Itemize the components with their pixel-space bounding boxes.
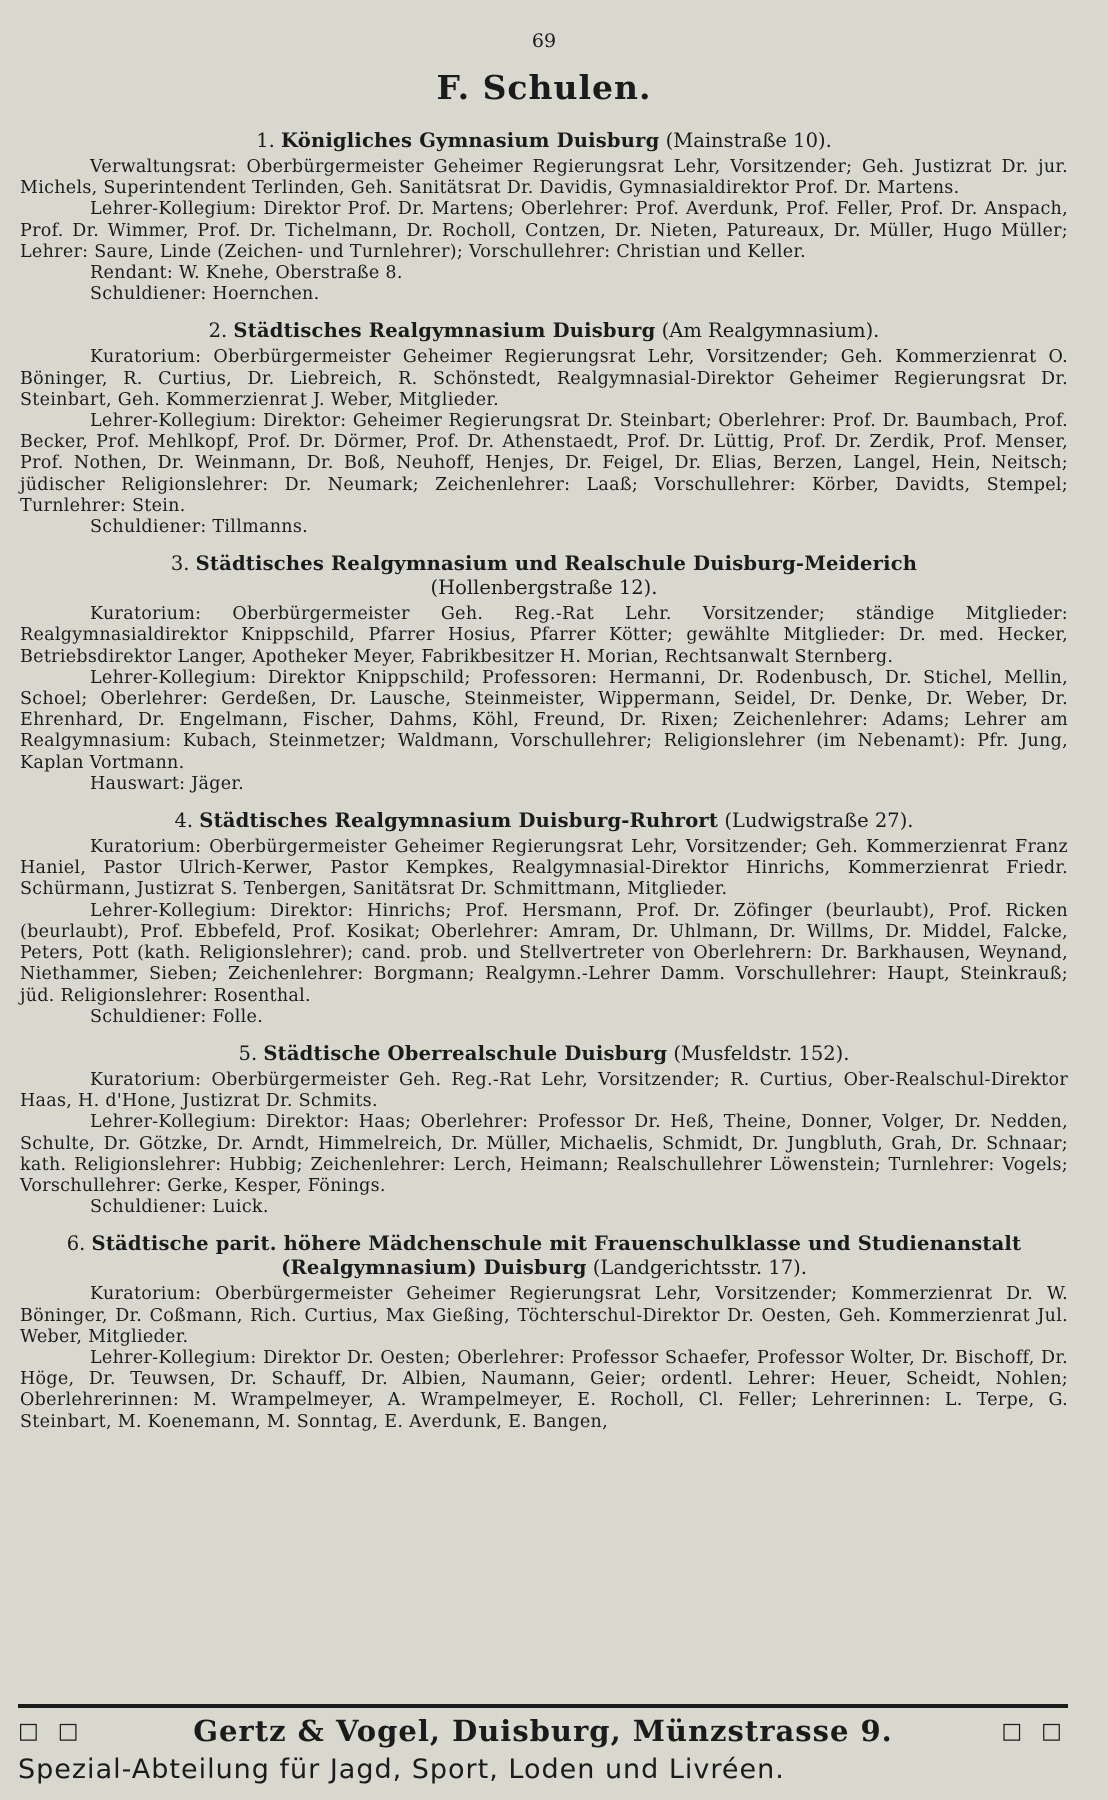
ad-box-icons-right: □ □ bbox=[1001, 1718, 1068, 1744]
school-address: (Musfeldstr. 152). bbox=[673, 1041, 850, 1065]
school-entry-4 bbox=[20, 809, 1068, 1028]
school-entry-3 bbox=[20, 552, 1068, 795]
school-number: 2. bbox=[208, 319, 228, 343]
school-number: 5. bbox=[238, 1041, 258, 1065]
school-number: 1. bbox=[256, 129, 275, 152]
school-name: Städtisches Realgymnasium Duisburg-Ruhrort bbox=[199, 809, 719, 833]
ad-company-line: Gertz & Vogel, Duisburg, Münzstrasse 9. bbox=[193, 1714, 893, 1748]
school-entry-2 bbox=[20, 319, 1068, 538]
school-paragraph: Kuratorium: Oberbürgermeister Geheimer Regierungsrat Lehr, Vorsitzender; Kommerzienrat Dr. W. Böninger, Dr. Coßmann, Rich. Curtius, Max Gießing, Töchterschul-Direktor Dr. Oesten, Geh. Kommerzienrat Jul. Weber, Mitglieder. bbox=[20, 1284, 1068, 1347]
school-paragraph: Lehrer-Kollegium: Direktor: Hinrichs; Prof. Hersmann, Prof. Dr. Zöfinger (beurlaubt), Prof. Ricken (beurlaubt), Prof. Ebbefeld, Prof. Kosikat; Oberlehrer: Amram, Dr. Uhlmann, Dr. Willms, Dr. Middel, Falcke, Peters, Pott (kath. Religionslehrer); cand. prob. und Stellvertreter von Oberlehrern: Dr. Barkhausen, Weynand, Niethammer, Sieben; Zeichenlehrer: Borgmann; Realgymn.-Lehrer Damm. Vorschullehrer: Haupt, Steinkrauß; jüd. Religionslehrer: Rosenthal. bbox=[20, 900, 1068, 1006]
school-heading bbox=[20, 1042, 1068, 1066]
school-heading bbox=[20, 552, 1068, 600]
school-address: (Am Realgymnasium). bbox=[661, 319, 880, 343]
school-paragraph: Lehrer-Kollegium: Direktor: Geheimer Regierungsrat Dr. Steinbart; Oberlehrer: Prof. Dr. Baumbach, Prof. Becker, Prof. Mehlkopf, Prof. Dr. Dörmer, Prof. Dr. Athenstaedt, Prof. Dr. Lüttig, Prof. Dr. Zerdik, Prof. Menser, Prof. Nothen, Dr. Weinmann, Dr. Boß, Neuhoff, Henjes, Dr. Feigel, Dr. Elias, Berzen, Langel, Hein, Neitsch; jüdischer Religionslehrer: Dr. Neumark; Zeichenlehrer: Laaß; Vorschullehrer: Körber, Davidts, Stempel; Turnlehrer: Stein. bbox=[20, 411, 1068, 516]
school-entry-5 bbox=[20, 1042, 1068, 1218]
school-name: Städtische parit. höhere Mädchenschule mit Frauenschulklasse und Studienanstalt (Realgymnasium) Duisburg bbox=[91, 1232, 1022, 1280]
school-paragraph: Rendant: W. Knehe, Oberstraße 8. bbox=[90, 263, 403, 284]
school-paragraph: Lehrer-Kollegium: Direktor Prof. Dr. Martens; Oberlehrer: Prof. Averdunk, Prof. Feller, Prof. Dr. Anspach, Prof. Dr. Wimmer, Prof. Dr. Tichelmann, Dr. Rocholl, Contzen, Dr. Nieten, Patureaux, Dr. Müller, Hugo Müller; Lehrer: Saure, Linde (Zeichen- und Turnlehrer); Vorschullehrer: Christian und Keller. bbox=[20, 199, 1068, 262]
ad-headline-row bbox=[18, 1714, 1068, 1748]
school-paragraph: Schuldiener: Hoernchen. bbox=[90, 284, 320, 305]
school-entry-1 bbox=[20, 129, 1068, 305]
school-paragraph: Kuratorium: Oberbürgermeister Geheimer Regierungsrat Lehr, Vorsitzender; Geh. Kommerzienrat Franz Haniel, Pastor Ulrich-Kerwer, Pastor Kempkes, Realgymnasial-Direktor Hinrichs, Kommerzienrat Friedr. Schürmann, Justizrat S. Tenbergen, Sanitätsrat Dr. Schmittmann, Mitglieder. bbox=[20, 837, 1068, 900]
ad-tagline: Spezial-Abteilung für Jagd, Sport, Loden und Livréen. bbox=[18, 1754, 785, 1785]
school-paragraph: Kuratorium: Oberbürgermeister Geh. Reg.-Rat Lehr. Vorsitzender; ständige Mitglieder: Realgymnasialdirektor Knippschild, Pfarrer Hosius, Pfarrer Kötter; gewählte Mitglieder: Dr. med. Hecker, Betriebsdirektor Langer, Apotheker Meyer, Fabrikbesitzer H. Morian, Rechtsanwalt Sternberg. bbox=[20, 604, 1068, 667]
school-entry-6 bbox=[20, 1232, 1068, 1432]
school-paragraph: Lehrer-Kollegium: Direktor Knippschild; Professoren: Hermanni, Dr. Rodenbusch, Dr. Stichel, Mellin, Schoel; Oberlehrer: Gerdeßen, Dr. Lausche, Steinmeister, Wippermann, Seidel, Dr. Denke, Dr. Weber, Dr. Ehrenhard, Dr. Engelmann, Fischer, Dahms, Köhl, Freund, Dr. Rixen; Zeichenlehrer: Adams; Lehrer am Realgymnasium: Kubach, Steinmetzer; Waldmann, Vorschullehrer; Religionslehrer (im Nebenamt): Pfr. Jung, Kaplan Vortmann. bbox=[20, 667, 1068, 773]
page-number: 69 bbox=[531, 30, 557, 52]
school-heading bbox=[20, 129, 1068, 153]
school-paragraph: Kuratorium: Oberbürgermeister Geheimer Regierungsrat Lehr, Vorsitzender; Geh. Kommerzienrat O. Böninger, R. Curtius, Dr. Liebreich, R. Schönstedt, Realgymnasial-Direktor Geheimer Regierungsrat Dr. Steinbart, Geh. Kommerzienrat J. Weber, Mitglieder. bbox=[20, 347, 1068, 410]
school-address: (Hollenbergstraße 12). bbox=[430, 576, 658, 600]
ad-divider bbox=[18, 1704, 1068, 1708]
school-heading bbox=[20, 1232, 1068, 1280]
school-name: Städtische Oberrealschule Duisburg bbox=[263, 1041, 668, 1065]
school-paragraph: Hauswart: Jäger. bbox=[90, 773, 245, 794]
school-name: Städtisches Realgymnasium und Realschule Duisburg-Meiderich bbox=[195, 552, 918, 576]
school-name: Königliches Gymnasium Duisburg bbox=[281, 129, 660, 152]
school-address: (Mainstraße 10). bbox=[665, 129, 832, 152]
school-address: (Ludwigstraße 27). bbox=[724, 809, 914, 833]
school-paragraph: Verwaltungsrat: Oberbürgermeister Geheimer Regierungsrat Lehr, Vorsitzender; Geh. Justizrat Dr. jur. Michels, Superintendent Terlinden, Geh. Sanitätsrat Dr. Davidis, Gymnasialdirektor Prof. Dr. Martens. bbox=[20, 157, 1068, 199]
school-paragraph: Schuldiener: Tillmanns. bbox=[90, 517, 309, 538]
school-paragraph: Lehrer-Kollegium: Direktor Dr. Oesten; Oberlehrer: Professor Schaefer, Professor Wolter, Dr. Bischoff, Dr. Höge, Dr. Teuwsen, Dr. Schauff, Dr. Albien, Naumann, Geier; ordentl. Lehrer: Heuer, Scheidt, Nohlen; Oberlehrerinnen: M. Wrampelmeyer, A. Wrampelmeyer, E. Rocholl, Cl. Feller; Lehrerinnen: L. Terpe, G. Steinbart, M. Koenemann, M. Sonntag, E. Averdunk, E. Bangen, bbox=[20, 1347, 1068, 1432]
school-address: (Landgerichtsstr. 17). bbox=[592, 1256, 807, 1280]
school-paragraph: Schuldiener: Folle. bbox=[90, 1006, 264, 1027]
school-number: 4. bbox=[174, 809, 194, 833]
school-number: 3. bbox=[170, 552, 190, 576]
school-heading bbox=[20, 319, 1068, 343]
school-heading bbox=[20, 809, 1068, 833]
school-number: 6. bbox=[66, 1232, 86, 1256]
school-name: Städtisches Realgymnasium Duisburg bbox=[233, 319, 656, 343]
ad-box-icons-left: □ □ bbox=[18, 1718, 85, 1744]
advertisement bbox=[18, 1704, 1068, 1785]
page-title: F. Schulen. bbox=[436, 68, 652, 107]
school-paragraph: Kuratorium: Oberbürgermeister Geh. Reg.-Rat Lehr, Vorsitzender; R. Curtius, Ober-Realschul-Direktor Haas, H. d'Hone, Justizrat Dr. Schmits. bbox=[20, 1069, 1068, 1112]
school-paragraph: Schuldiener: Luick. bbox=[90, 1197, 269, 1218]
school-paragraph: Lehrer-Kollegium: Direktor: Haas; Oberlehrer: Professor Dr. Heß, Theine, Donner, Volger, Dr. Nedden, Schulte, Dr. Götzke, Dr. Arndt, Himmelreich, Dr. Müller, Michaelis, Schmidt, Dr. Jungbluth, Grah, Dr. Schnaar; kath. Religionslehrer: Hubbig; Zeichenlehrer: Lerch, Heimann; Realschullehrer Löwenstein; Turnlehrer: Vogels; Vorschullehrer: Gerke, Kesper, Fönings. bbox=[20, 1112, 1068, 1196]
